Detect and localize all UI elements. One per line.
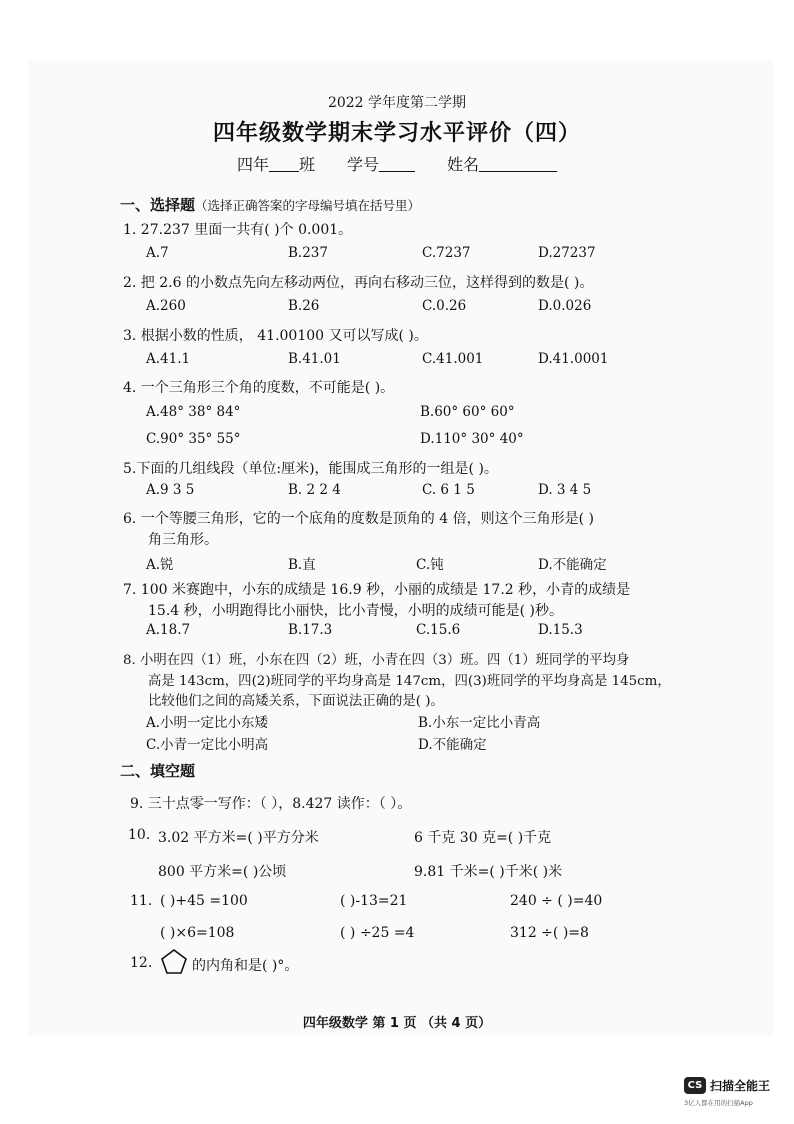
camscanner-logo-icon: CS [684, 1077, 706, 1094]
watermark-tagline: 3亿人都在用的扫描App [684, 1099, 753, 1107]
question-11-c: 240 ÷ ( )=40 [510, 893, 603, 909]
q8-option-d: D.不能确定 [418, 737, 487, 753]
question-10-b: 6 千克 30 克=( )千克 [414, 830, 552, 846]
question-5: 5.下面的几组线段（单位:厘米)，能围成三角形的一组是( )。 [123, 461, 498, 477]
question-10-a: 3.02 平方米=( )平方分米 [158, 830, 319, 846]
q3-option-b: B.41.01 [288, 351, 341, 367]
question-6: 6. 一个等腰三角形，它的一个底角的度数是顶角的 4 倍，则这个三角形是( ) [123, 511, 594, 527]
q5-option-d: D. 3 4 5 [538, 482, 592, 498]
question-8-line-2: 高是 143cm，四(2)班同学的平均身高是 147cm，四(3)班同学的平均身高是 145cm， [148, 674, 671, 689]
question-10-c: 800 平方米=( )公顷 [158, 864, 287, 880]
class-label: 班 [298, 155, 315, 174]
q5-option-c: C. 6 1 5 [422, 482, 475, 498]
question-10-d: 9.81 千米=( )千米( )米 [414, 864, 563, 880]
question-1: 1. 27.237 里面一共有( )个 0.001。 [123, 222, 353, 238]
q1-option-b: B.237 [288, 245, 328, 261]
grade-label: 四年 [236, 155, 269, 174]
class-blank[interactable] [269, 155, 299, 172]
q7-option-b: B.17.3 [288, 622, 333, 638]
question-11-a: ( )+45 =100 [160, 893, 248, 909]
q6-option-c: C.钝 [416, 557, 444, 573]
id-blank[interactable] [379, 155, 415, 172]
q6-option-a: A.锐 [146, 557, 174, 573]
q2-option-d: D.0.026 [538, 298, 592, 314]
section-fill-title: 二、填空题 [120, 762, 196, 780]
q8-option-c: C.小青一定比小明高 [146, 737, 269, 753]
q2-option-a: A.260 [146, 298, 186, 314]
question-12-text: 的内角和是( )°。 [192, 958, 299, 974]
question-11-d: ( )×6=108 [160, 925, 235, 941]
question-4: 4. 一个三角形三个角的度数，不可能是( )。 [123, 380, 395, 396]
q3-option-c: C.41.001 [422, 351, 484, 367]
question-7-line-2: 15.4 秒，小明跑得比小丽快，比小青慢，小明的成绩可能是( )秒。 [148, 603, 563, 619]
question-11-e: ( ) ÷25 =4 [340, 925, 415, 941]
q5-option-b: B. 2 2 4 [288, 482, 341, 498]
question-11-number: 11. [130, 893, 153, 909]
question-11-b: ( )-13=21 [340, 893, 408, 909]
q7-option-d: D.15.3 [538, 622, 583, 638]
question-10-number: 10. [128, 827, 151, 843]
school-year: 2022 学年度第二学期 [327, 95, 467, 111]
q4-option-d: D.110° 30° 40° [420, 431, 524, 447]
q1-option-a: A.7 [146, 245, 169, 261]
page-title: 四年级数学期末学习水平评价（四） [212, 121, 581, 146]
q7-option-c: C.15.6 [416, 622, 461, 638]
question-2: 2. 把 2.6 的小数点先向左移动两位，再向右移动三位，这样得到的数是( )。 [123, 275, 594, 291]
student-info [0, 152, 794, 175]
q3-option-d: D.41.0001 [538, 351, 609, 367]
id-label: 学号 [347, 155, 380, 174]
q4-option-a: A.48° 38° 84° [146, 404, 241, 420]
q4-option-b: B.60° 60° 60° [420, 404, 515, 420]
q4-option-c: C.90° 35° 55° [146, 431, 241, 447]
question-6-line-2: 角三角形。 [148, 532, 218, 548]
q1-option-d: D.27237 [538, 245, 596, 261]
question-8: 8. 小明在四（1）班，小东在四（2）班，小青在四（3）班。四（1）班同学的平均身 [123, 653, 630, 668]
q6-option-b: B.直 [288, 557, 316, 573]
q8-option-a: A.小明一定比小东矮 [146, 715, 269, 731]
question-3: 3. 根据小数的性质， 41.00100 又可以写成( )。 [123, 328, 428, 344]
page-footer: 四年级数学 第 1 页 （共 4 页） [302, 1016, 492, 1031]
question-7: 7. 100 米赛跑中，小东的成绩是 16.9 秒，小丽的成绩是 17.2 秒，小青的成绩是 [123, 582, 631, 598]
question-8-line-3: 比较他们之间的高矮关系，下面说法正确的是( )。 [148, 694, 444, 709]
name-blank[interactable] [479, 155, 557, 172]
question-12-number: 12. [130, 955, 153, 971]
q7-option-a: A.18.7 [146, 622, 191, 638]
q5-option-a: A.9 3 5 [146, 482, 195, 498]
q1-option-c: C.7237 [422, 245, 471, 261]
q2-option-b: B.26 [288, 298, 320, 314]
watermark-app-name: 扫描全能王 [710, 1079, 771, 1093]
q8-option-b: B.小东一定比小青高 [418, 715, 541, 731]
question-11-f: 312 ÷( )=8 [510, 925, 589, 941]
question-9: 9. 三十点零一写作：（ ），8.427 读作：（ ）。 [130, 796, 412, 812]
name-label: 姓名 [447, 155, 480, 174]
q3-option-a: A.41.1 [146, 351, 191, 367]
q6-option-d: D.不能确定 [538, 557, 607, 573]
pentagon-shape [160, 948, 188, 976]
section-choice-note: （选择正确答案的字母编号填在括号里） [195, 198, 421, 213]
section-choice-title: 一、选择题（选择正确答案的字母编号填在括号里） [120, 196, 421, 214]
q2-option-c: C.0.26 [422, 298, 467, 314]
